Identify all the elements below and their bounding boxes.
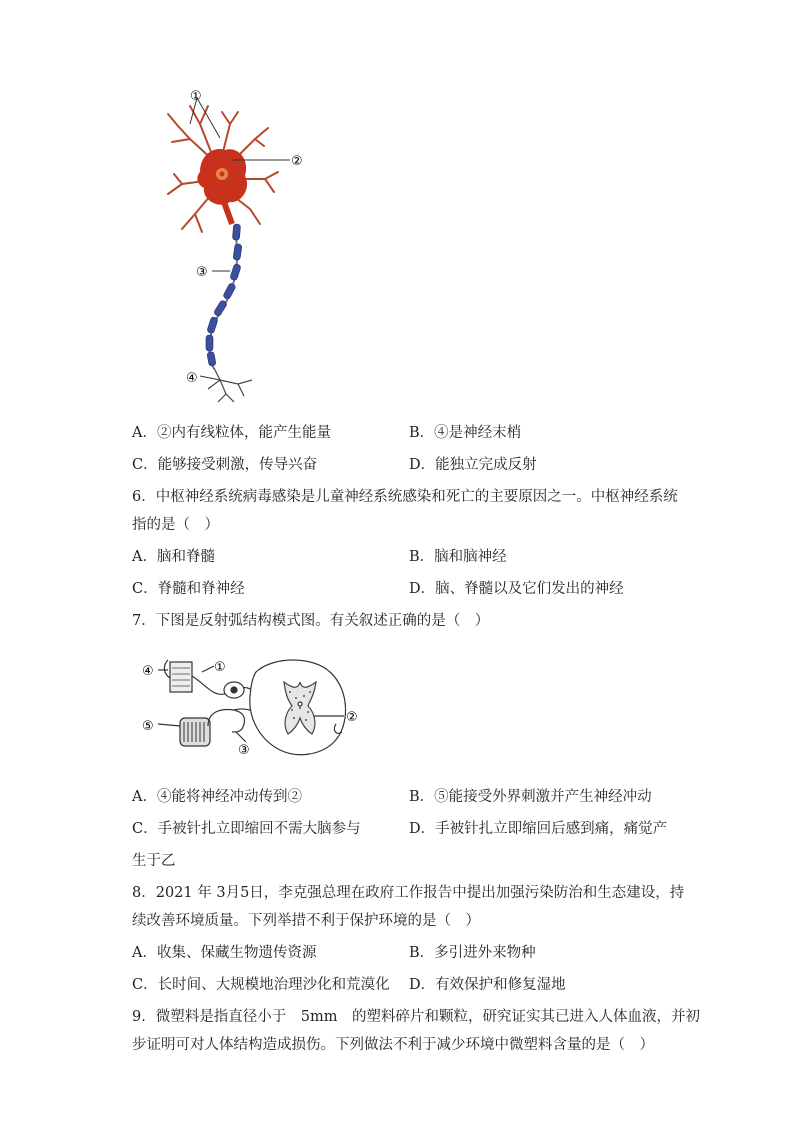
- q8-stem-line1: 8．2021 年 3月5日，李克强总理在政府工作报告中提出加强污染防治和生态建设，持: [132, 885, 685, 901]
- q7-option-d-continued: 生于乙: [132, 853, 176, 869]
- q8-option-c: C．长时间、大规模地治理沙化和荒漠化: [132, 977, 390, 993]
- q6-stem-line2: 指的是（ ）: [132, 517, 219, 533]
- label-4: ④: [186, 371, 198, 386]
- q7-option-a: A．④能将神经冲动传到②: [132, 789, 302, 805]
- label-2: ②: [346, 710, 358, 725]
- q5-option-d: D．能独立完成反射: [409, 457, 537, 473]
- q7-option-c: C．手被针扎立即缩回不需大脑参与: [132, 821, 361, 837]
- q9-stem-line1: 9．微塑料是指直径小于 5mm 的塑料碎片和颗粒，研究证实其已进入人体血液，并初: [132, 1009, 700, 1025]
- q8-option-b: B．多引进外来物种: [409, 945, 536, 961]
- reflex-arc-figure: [138, 652, 374, 762]
- q7-option-d: D．手被针扎立即缩回后感到痛，痛觉产: [409, 821, 668, 837]
- label-3: ③: [238, 743, 250, 758]
- label-4: ④: [142, 664, 154, 679]
- q8-stem-line2: 续改善环境质量。下列举措不利于保护环境的是（ ）: [132, 913, 480, 929]
- q5-option-a: A．②内有线粒体，能产生能量: [132, 425, 331, 441]
- q9-stem-line2: 步证明可对人体结构造成损伤。下列做法不利于减少环境中微塑料含量的是（ ）: [132, 1037, 654, 1053]
- q5-option-b: B．④是神经末梢: [409, 425, 522, 441]
- neuron-figure: [160, 84, 320, 404]
- q6-stem-line1: 6．中枢神经系统病毒感染是儿童神经系统感染和死亡的主要原因之一。中枢神经系统: [132, 489, 678, 505]
- q6-option-b: B．脑和脑神经: [409, 549, 507, 565]
- q8-option-a: A．收集、保藏生物遗传资源: [132, 945, 317, 961]
- q7-option-b: B．⑤能接受外界刺激并产生神经冲动: [409, 789, 652, 805]
- q6-option-c: C．脊髓和脊神经: [132, 581, 245, 597]
- label-5: ⑤: [142, 719, 154, 734]
- label-3: ③: [196, 265, 208, 280]
- q7-stem: 7．下图是反射弧结构模式图。有关叙述正确的是（ ）: [132, 613, 490, 629]
- label-1: ①: [190, 89, 202, 104]
- label-1: ①: [214, 660, 226, 675]
- label-2: ②: [291, 154, 303, 169]
- q6-option-a: A．脑和脊髓: [132, 549, 215, 565]
- q5-option-c: C．能够接受刺激，传导兴奋: [132, 457, 318, 473]
- q6-option-d: D．脑、脊髓以及它们发出的神经: [409, 581, 624, 597]
- q8-option-d: D．有效保护和修复湿地: [409, 977, 566, 993]
